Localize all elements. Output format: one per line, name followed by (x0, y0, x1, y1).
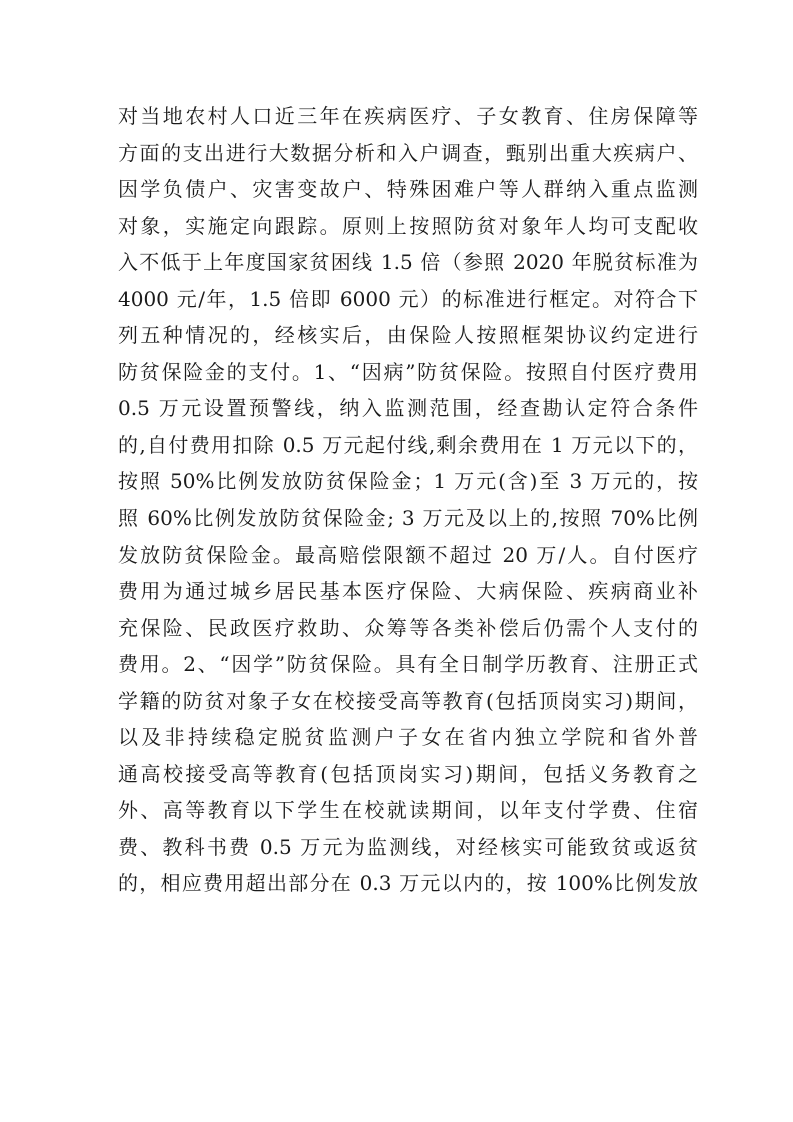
text-line: 发放防贫保险金。最高赔偿限额不超过 20 万/人。自付医疗 (118, 542, 698, 567)
text-line: 方面的支出进行大数据分析和入户调查，甄别出重大疾病户、 (118, 140, 698, 165)
text-line: 通高校接受高等教育(包括顶岗实习)期间，包括义务教育之 (118, 761, 698, 786)
text-line: 外、高等教育以下学生在校就读期间，以年支付学费、住宿 (118, 798, 698, 823)
text-line: 按照 50%比例发放防贫保险金；1 万元(含)至 3 万元的，按 (118, 469, 698, 494)
text-line: 4000 元/年，1.5 倍即 6000 元）的标准进行框定。对符合下 (118, 286, 698, 311)
text-line: 因学负债户、灾害变故户、特殊困难户等人群纳入重点监测 (118, 177, 698, 202)
text-line: 对当地农村人口近三年在疾病医疗、子女教育、住房保障等 (118, 104, 698, 128)
text-line: 0.5 万元设置预警线，纳入监测范围，经查勘认定符合条件 (118, 396, 698, 421)
text-line: 照 60%比例发放防贫保险金; 3 万元及以上的,按照 70%比例 (118, 506, 698, 531)
text-line: 的，相应费用超出部分在 0.3 万元以内的，按 100%比例发放 (118, 871, 698, 896)
text-line: 费用为通过城乡居民基本医疗保险、大病保险、疾病商业补 (118, 579, 698, 604)
text-line: 学籍的防贫对象子女在校接受高等教育(包括顶岗实习)期间， (118, 688, 698, 713)
text-line: 费用。2、“因学”防贫保险。具有全日制学历教育、注册正式 (118, 652, 698, 677)
text-line: 防贫保险金的支付。1、“因病”防贫保险。按照自付医疗费用 (118, 359, 698, 384)
text-line: 入不低于上年度国家贫困线 1.5 倍（参照 2020 年脱贫标准为 (118, 250, 698, 275)
text-line: 对象，实施定向跟踪。原则上按照防贫对象年人均可支配收 (118, 213, 698, 238)
text-line: 充保险、民政医疗救助、众筹等各类补偿后仍需个人支付的 (118, 615, 698, 640)
text-line: 列五种情况的，经核实后，由保险人按照框架协议约定进行 (118, 323, 698, 348)
text-line: 费、教科书费 0.5 万元为监测线，对经核实可能致贫或返贫 (118, 834, 698, 859)
text-line: 的,自付费用扣除 0.5 万元起付线,剩余费用在 1 万元以下的， (118, 432, 698, 457)
body-text (118, 98, 698, 902)
text-line: 以及非持续稳定脱贫监测户子女在省内独立学院和省外普 (118, 725, 698, 750)
